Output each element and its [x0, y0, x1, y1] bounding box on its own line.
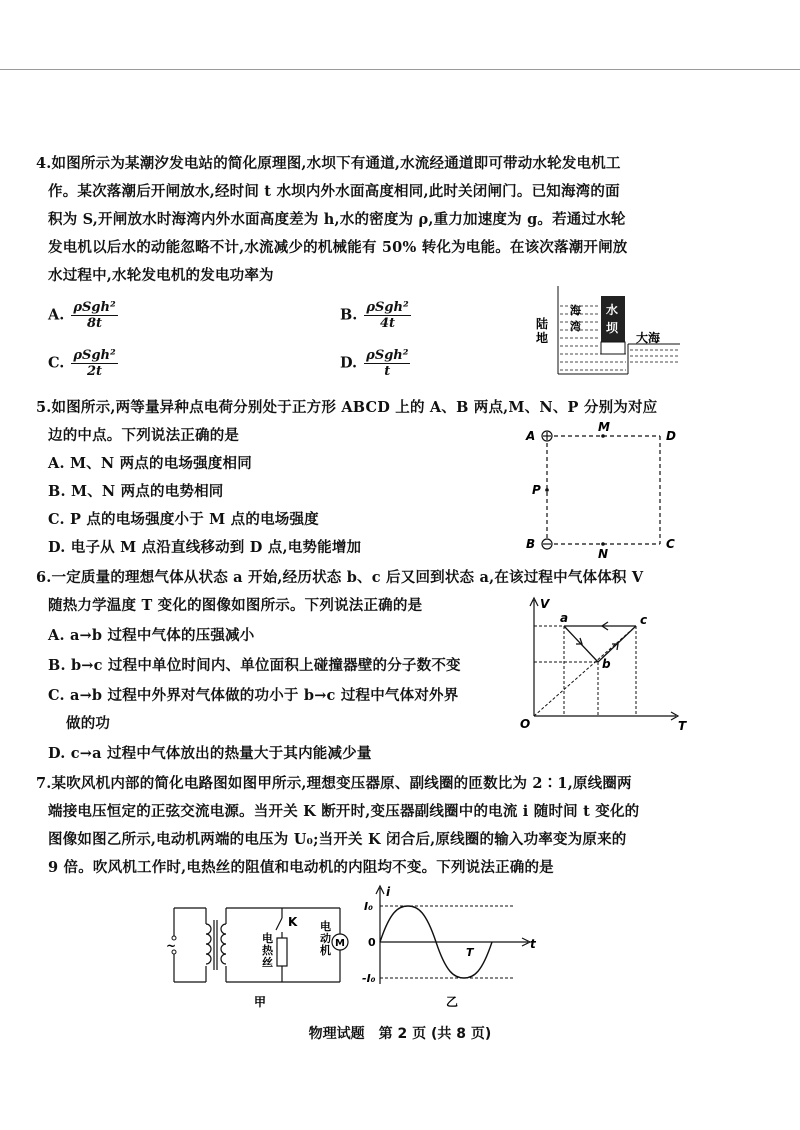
q7-label-zero: 0: [368, 936, 376, 949]
q5-option-b: B. M、N 两点的电势相同: [48, 483, 224, 500]
q6-point-c: c: [640, 613, 648, 627]
q6-origin: O: [520, 717, 531, 731]
q7-axis-t: t: [530, 937, 536, 951]
q4-option-c-den: 2t: [87, 364, 103, 379]
q4-option-b-fraction: [364, 300, 410, 331]
q4-line-1: 4.如图所示为某潮汐发电站的简化原理图,水坝下有通道,水流经通道即可带动水轮发电机工: [36, 155, 621, 172]
q7-current-graph: [364, 884, 544, 1018]
q7-label-period: T: [466, 946, 474, 959]
q6-option-a: A. a→b 过程中气体的压强减小: [48, 627, 255, 644]
q4-option-d-den: t: [384, 364, 391, 379]
q7-heater-c: 丝: [262, 956, 273, 969]
q4-option-a: [48, 300, 118, 331]
q7-motor-a: 电: [320, 920, 331, 933]
q6-option-c-cont: 做的功: [66, 715, 111, 732]
q5-square-figure: [520, 420, 710, 560]
q5-fig-label-m: M: [598, 420, 610, 434]
q7-label-neg-i0: -I₀: [362, 972, 376, 985]
q7-caption-jia: 甲: [254, 995, 267, 1009]
q4-option-b-den: 4t: [379, 316, 396, 331]
q5-option-a: A. M、N 两点的电场强度相同: [48, 455, 252, 472]
q4-option-d-num: ρSgh²: [366, 348, 409, 363]
q5-line-1: 5.如图所示,两等量异种点电荷分别处于正方形 ABCD 上的 A、B 两点,M、N、P 分别为对应: [36, 399, 658, 416]
q4-option-c: [48, 348, 118, 379]
q5-fig-label-c: C: [666, 537, 675, 551]
q7-heater-b: 热: [262, 944, 273, 957]
q7-label-i0: I₀: [364, 900, 373, 913]
q6-point-a: a: [560, 611, 569, 625]
page-footer: 物理试题 第 2 页 (共 8 页): [308, 1026, 492, 1042]
q4-option-d-label: D.: [340, 354, 358, 372]
q7-circuit-figure: [164, 890, 364, 1018]
q4-tidal-dam-figure: [530, 284, 680, 380]
q6-vt-graph: [516, 594, 688, 734]
q6-option-c: C. a→b 过程中外界对气体做的功小于 b→c 过程中气体对外界: [48, 687, 459, 704]
q5-fig-label-a: A: [526, 429, 536, 443]
q4-line-4: 发电机以后水的动能忽略不计,水流减少的机械能有 50% 转化为电能。在该次落潮开闸放: [48, 239, 628, 256]
q5-fig-label-n: N: [598, 547, 609, 561]
q6-axis-t: T: [678, 719, 687, 733]
q4-option-b-label: B.: [340, 306, 358, 324]
q4-fig-land-b: 地: [536, 331, 549, 345]
q4-fig-bay-b: 湾: [570, 320, 581, 333]
q4-line-5: 水过程中,水轮发电机的发电功率为: [48, 267, 274, 284]
q6-line-1: 6.一定质量的理想气体从状态 a 开始,经历状态 b、c 后又回到状态 a,在该过程中气体体积 V: [36, 569, 644, 586]
q6-option-b: B. b→c 过程中单位时间内、单位面积上碰撞器壁的分子数不变: [48, 657, 461, 674]
q7-heater-a: 电: [262, 932, 273, 945]
q4-option-a-label: A.: [48, 306, 65, 324]
q7-axis-i: i: [386, 885, 391, 899]
q7-motor-symbol: M: [335, 938, 345, 949]
q7-motor-b: 动: [320, 932, 331, 945]
q7-line-1: 7.某吹风机内部的简化电路图如图甲所示,理想变压器原、副线圈的匝数比为 2∶1,原线圈两: [36, 775, 632, 792]
q4-option-b-num: ρSgh²: [366, 300, 409, 315]
q4-option-d: [340, 348, 410, 379]
q5-line-2: 边的中点。下列说法正确的是: [48, 427, 240, 444]
q5-option-c: C. P 点的电场强度小于 M 点的电场强度: [48, 511, 319, 528]
q6-point-b: b: [602, 657, 611, 671]
q7-switch-k: K: [288, 915, 298, 929]
q4-fig-land-a: 陆: [536, 317, 549, 331]
q4-fig-dam-a: 水: [606, 303, 619, 317]
q4-option-c-label: C.: [48, 354, 65, 372]
q7-line-4: 9 倍。吹风机工作时,电热丝的阻值和电动机的内阻均不变。下列说法正确的是: [48, 859, 554, 876]
q4-option-b: [340, 300, 411, 331]
q5-fig-label-p: P: [532, 483, 541, 497]
q4-option-a-den: 8t: [86, 316, 103, 331]
q6-option-d: D. c→a 过程中气体放出的热量大于其内能减少量: [48, 745, 372, 762]
q4-line-3: 积为 S,开闸放水时海湾内外水面高度差为 h,水的密度为 ρ,重力加速度为 g。若通过水轮: [48, 211, 626, 228]
q7-caption-yi: 乙: [446, 995, 459, 1009]
q4-option-d-fraction: [364, 348, 410, 379]
q4-fig-bay-a: 海: [570, 304, 581, 317]
q4-option-c-num: ρSgh²: [73, 348, 116, 363]
q5-fig-label-b: B: [526, 537, 536, 551]
q4-fig-dam-b: 坝: [606, 321, 619, 335]
q5-option-d: D. 电子从 M 点沿直线移动到 D 点,电势能增加: [48, 539, 362, 556]
q6-line-2: 随热力学温度 T 变化的图像如图所示。下列说法正确的是: [48, 597, 423, 614]
q4-option-a-num: ρSgh²: [73, 300, 116, 315]
q4-option-c-fraction: [71, 348, 117, 379]
q5-fig-label-d: D: [666, 429, 676, 443]
q7-line-2: 端接电压恒定的正弦交流电源。当开关 K 断开时,变压器副线圈中的电流 i 随时间 t 变化的: [48, 803, 640, 820]
q4-line-2: 作。某次落潮后开闸放水,经时间 t 水坝内外水面高度相同,此时关闭闸门。已知海湾的面: [48, 183, 620, 200]
q7-line-3: 图像如图乙所示,电动机两端的电压为 U₀;当开关 K 闭合后,原线圈的输入功率变为原来的: [48, 831, 627, 848]
q7-ac-source: ~: [166, 939, 177, 953]
page-top-rule: [0, 69, 800, 70]
q4-option-a-fraction: [71, 300, 117, 331]
q4-fig-sea: 大海: [636, 331, 661, 345]
q7-motor-c: 机: [320, 944, 331, 957]
q6-axis-v: V: [540, 597, 550, 611]
